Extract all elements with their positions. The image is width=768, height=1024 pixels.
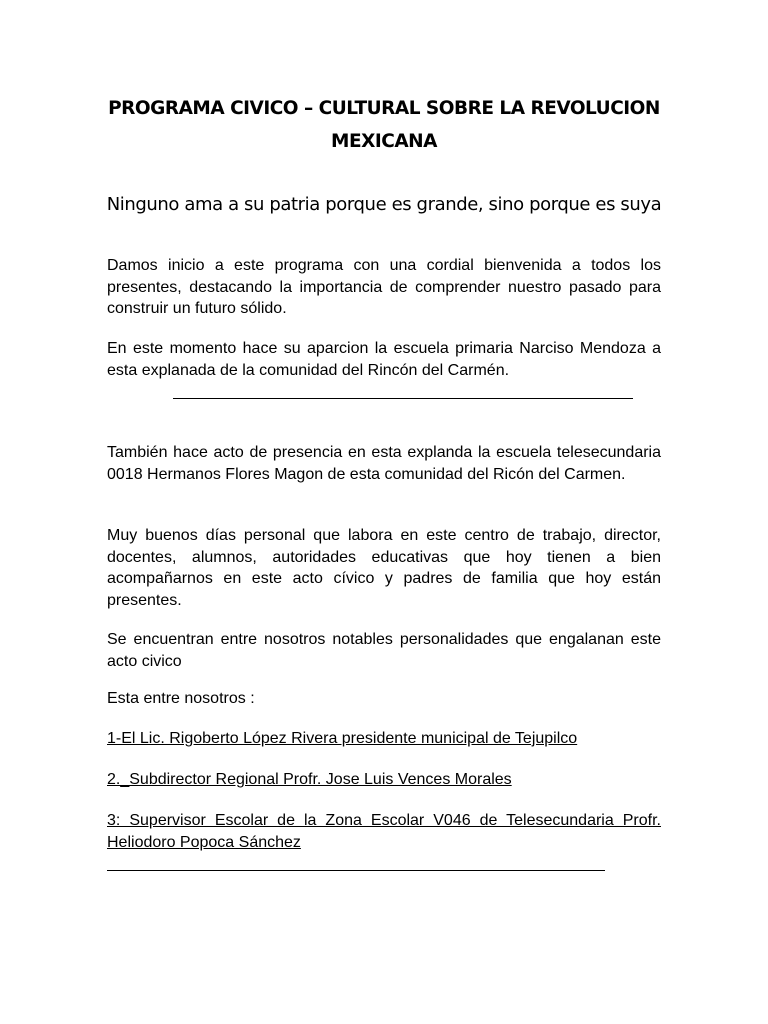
blank-line xyxy=(107,870,605,871)
paragraph-present-intro: Esta entre nosotros : xyxy=(107,690,255,707)
paragraph-personalities: Se encuentran entre nosotros notables personalidades que engalanan este acto civico xyxy=(107,631,661,670)
paragraph-school-arrival: En este momento hace su aparcion la escuela primaria Narciso Mendoza a esta explanada de la comunidad del Rincón del Carmén. xyxy=(107,340,661,379)
guest-item-1: 1-El Lic. Rigoberto López Rivera presidente municipal de Tejupilco xyxy=(107,730,578,747)
paragraph-greeting: Muy buenos días personal que labora en este centro de trabajo, director, docentes, alumnos, autoridades educativas que hoy tienen a bien acompañarnos en este acto cívico y padres de familia que hoy están presentes. xyxy=(107,527,661,609)
document-title: PROGRAMA CIVICO – CULTURAL SOBRE LA REVOLUCION MEXICANA xyxy=(108,98,660,152)
paragraph-welcome: Damos inicio a este programa con una cordial bienvenida a todos los presentes, destacando la importancia de comprender nuestro pasado para construir un futuro sólido. xyxy=(107,257,661,317)
guest-item-2: 2._Subdirector Regional Profr. Jose Luis Vences Morales xyxy=(107,771,512,788)
guest-item-3: 3: Supervisor Escolar de la Zona Escolar V046 de Telesecundaria Profr. Heliodoro Popoca Sánchez xyxy=(107,812,661,851)
paragraph-telesecundaria: También hace acto de presencia en esta explanda la escuela telesecundaria 0018 Hermanos Flores Magon de esta comunidad del Ricón del Carmen. xyxy=(107,444,661,483)
blank-line xyxy=(173,398,633,399)
motto: Ninguno ama a su patria porque es grande, sino porque es suya xyxy=(106,194,662,215)
